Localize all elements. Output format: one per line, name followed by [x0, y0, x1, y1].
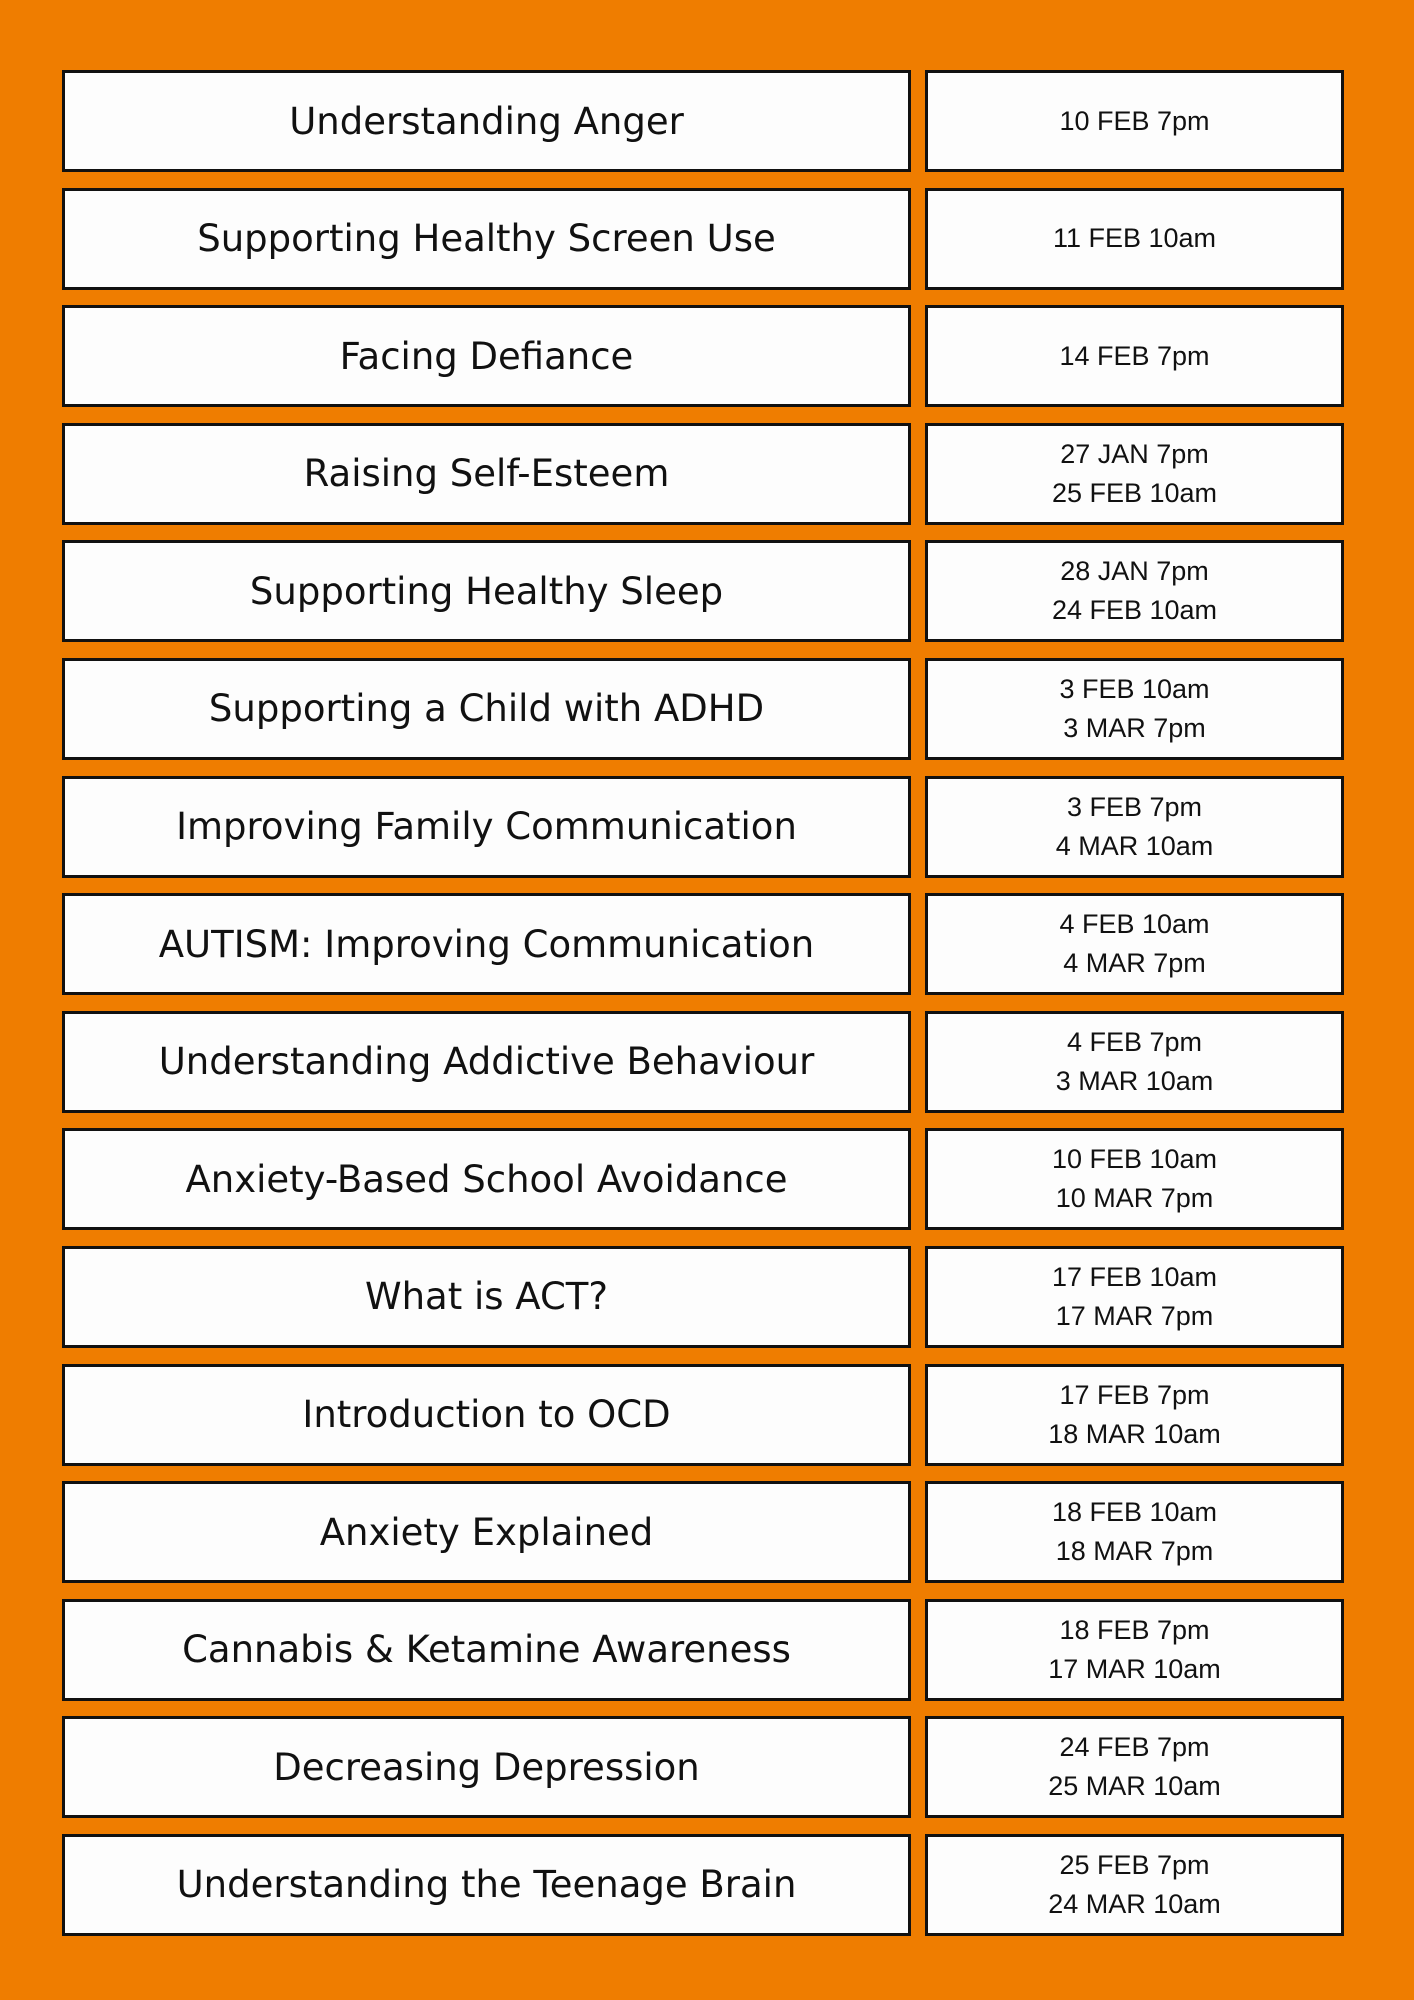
schedule-row-raising-self-esteem [62, 423, 1344, 525]
course-dates [925, 70, 1344, 172]
course-title: Understanding the Teenage Brain [62, 1834, 911, 1936]
date-line: 24 FEB 7pm [1059, 1732, 1210, 1763]
course-dates [925, 658, 1344, 760]
date-line: 10 FEB 10am [1051, 1144, 1218, 1175]
schedule-row-understanding-anger [62, 70, 1344, 172]
course-dates [925, 1716, 1344, 1818]
course-title: Raising Self-Esteem [62, 423, 911, 525]
date-line: 3 FEB 7pm [1066, 791, 1203, 822]
date-line: 25 MAR 10am [1048, 1771, 1221, 1802]
course-dates [925, 1834, 1344, 1936]
course-title: What is ACT? [62, 1246, 911, 1348]
date-line: 28 JAN 7pm [1060, 556, 1209, 587]
course-title: Supporting a Child with ADHD [62, 658, 911, 760]
date-line: 3 FEB 10am [1059, 673, 1210, 704]
course-title: Understanding Addictive Behaviour [62, 1011, 911, 1113]
date-line: 10 FEB 7pm [1059, 105, 1210, 136]
date-line: 3 MAR 7pm [1063, 712, 1206, 743]
course-title: Understanding Anger [62, 70, 911, 172]
date-line: 10 MAR 7pm [1055, 1183, 1214, 1214]
schedule-row-introduction-to-ocd [62, 1364, 1344, 1466]
course-dates [925, 1599, 1344, 1701]
course-title: Facing Defiance [62, 305, 911, 407]
schedule-row-teenage-brain [62, 1834, 1344, 1936]
date-line: 17 FEB 7pm [1059, 1379, 1210, 1410]
course-dates [925, 1011, 1344, 1113]
schedule-row-healthy-screen-use [62, 188, 1344, 290]
date-line: 11 FEB 10am [1052, 223, 1217, 254]
schedule-row-decreasing-depression [62, 1716, 1344, 1818]
date-line: 17 FEB 10am [1051, 1261, 1218, 1292]
course-dates [925, 188, 1344, 290]
course-dates [925, 423, 1344, 525]
course-title: Introduction to OCD [62, 1364, 911, 1466]
schedule-row-child-with-adhd [62, 658, 1344, 760]
course-title: Anxiety-Based School Avoidance [62, 1128, 911, 1230]
date-line: 24 MAR 10am [1048, 1888, 1221, 1919]
schedule-row-facing-defiance [62, 305, 1344, 407]
date-line: 4 MAR 10am [1055, 830, 1214, 861]
course-title: Supporting Healthy Screen Use [62, 188, 911, 290]
date-line: 18 MAR 10am [1048, 1418, 1221, 1449]
date-line: 18 FEB 10am [1051, 1497, 1218, 1528]
date-line: 27 JAN 7pm [1060, 438, 1209, 469]
course-dates [925, 1246, 1344, 1348]
course-dates [925, 776, 1344, 878]
date-line: 17 MAR 7pm [1055, 1300, 1214, 1331]
date-line: 14 FEB 7pm [1059, 340, 1210, 371]
schedule-row-healthy-sleep [62, 540, 1344, 642]
schedule-row-anxiety-explained [62, 1481, 1344, 1583]
schedule-row-what-is-act [62, 1246, 1344, 1348]
course-title: Improving Family Communication [62, 776, 911, 878]
date-line: 3 MAR 10am [1055, 1065, 1214, 1096]
date-line: 18 MAR 7pm [1055, 1536, 1214, 1567]
date-line: 4 FEB 10am [1059, 909, 1210, 940]
date-line: 25 FEB 7pm [1059, 1849, 1210, 1880]
date-line: 24 FEB 10am [1051, 595, 1218, 626]
course-dates [925, 305, 1344, 407]
course-dates [925, 1128, 1344, 1230]
course-schedule [62, 70, 1344, 1952]
schedule-row-autism-communication [62, 893, 1344, 995]
course-title: AUTISM: Improving Communication [62, 893, 911, 995]
course-title: Anxiety Explained [62, 1481, 911, 1583]
course-title: Cannabis & Ketamine Awareness [62, 1599, 911, 1701]
course-dates [925, 540, 1344, 642]
date-line: 4 MAR 7pm [1063, 948, 1206, 979]
course-title: Decreasing Depression [62, 1716, 911, 1818]
course-dates [925, 1481, 1344, 1583]
date-line: 18 FEB 7pm [1059, 1614, 1210, 1645]
schedule-row-school-avoidance [62, 1128, 1344, 1230]
course-title: Supporting Healthy Sleep [62, 540, 911, 642]
date-line: 17 MAR 10am [1048, 1653, 1221, 1684]
schedule-row-family-communication [62, 776, 1344, 878]
schedule-row-addictive-behaviour [62, 1011, 1344, 1113]
course-dates [925, 893, 1344, 995]
date-line: 4 FEB 7pm [1066, 1026, 1203, 1057]
schedule-row-cannabis-ketamine [62, 1599, 1344, 1701]
course-dates [925, 1364, 1344, 1466]
date-line: 25 FEB 10am [1051, 477, 1218, 508]
